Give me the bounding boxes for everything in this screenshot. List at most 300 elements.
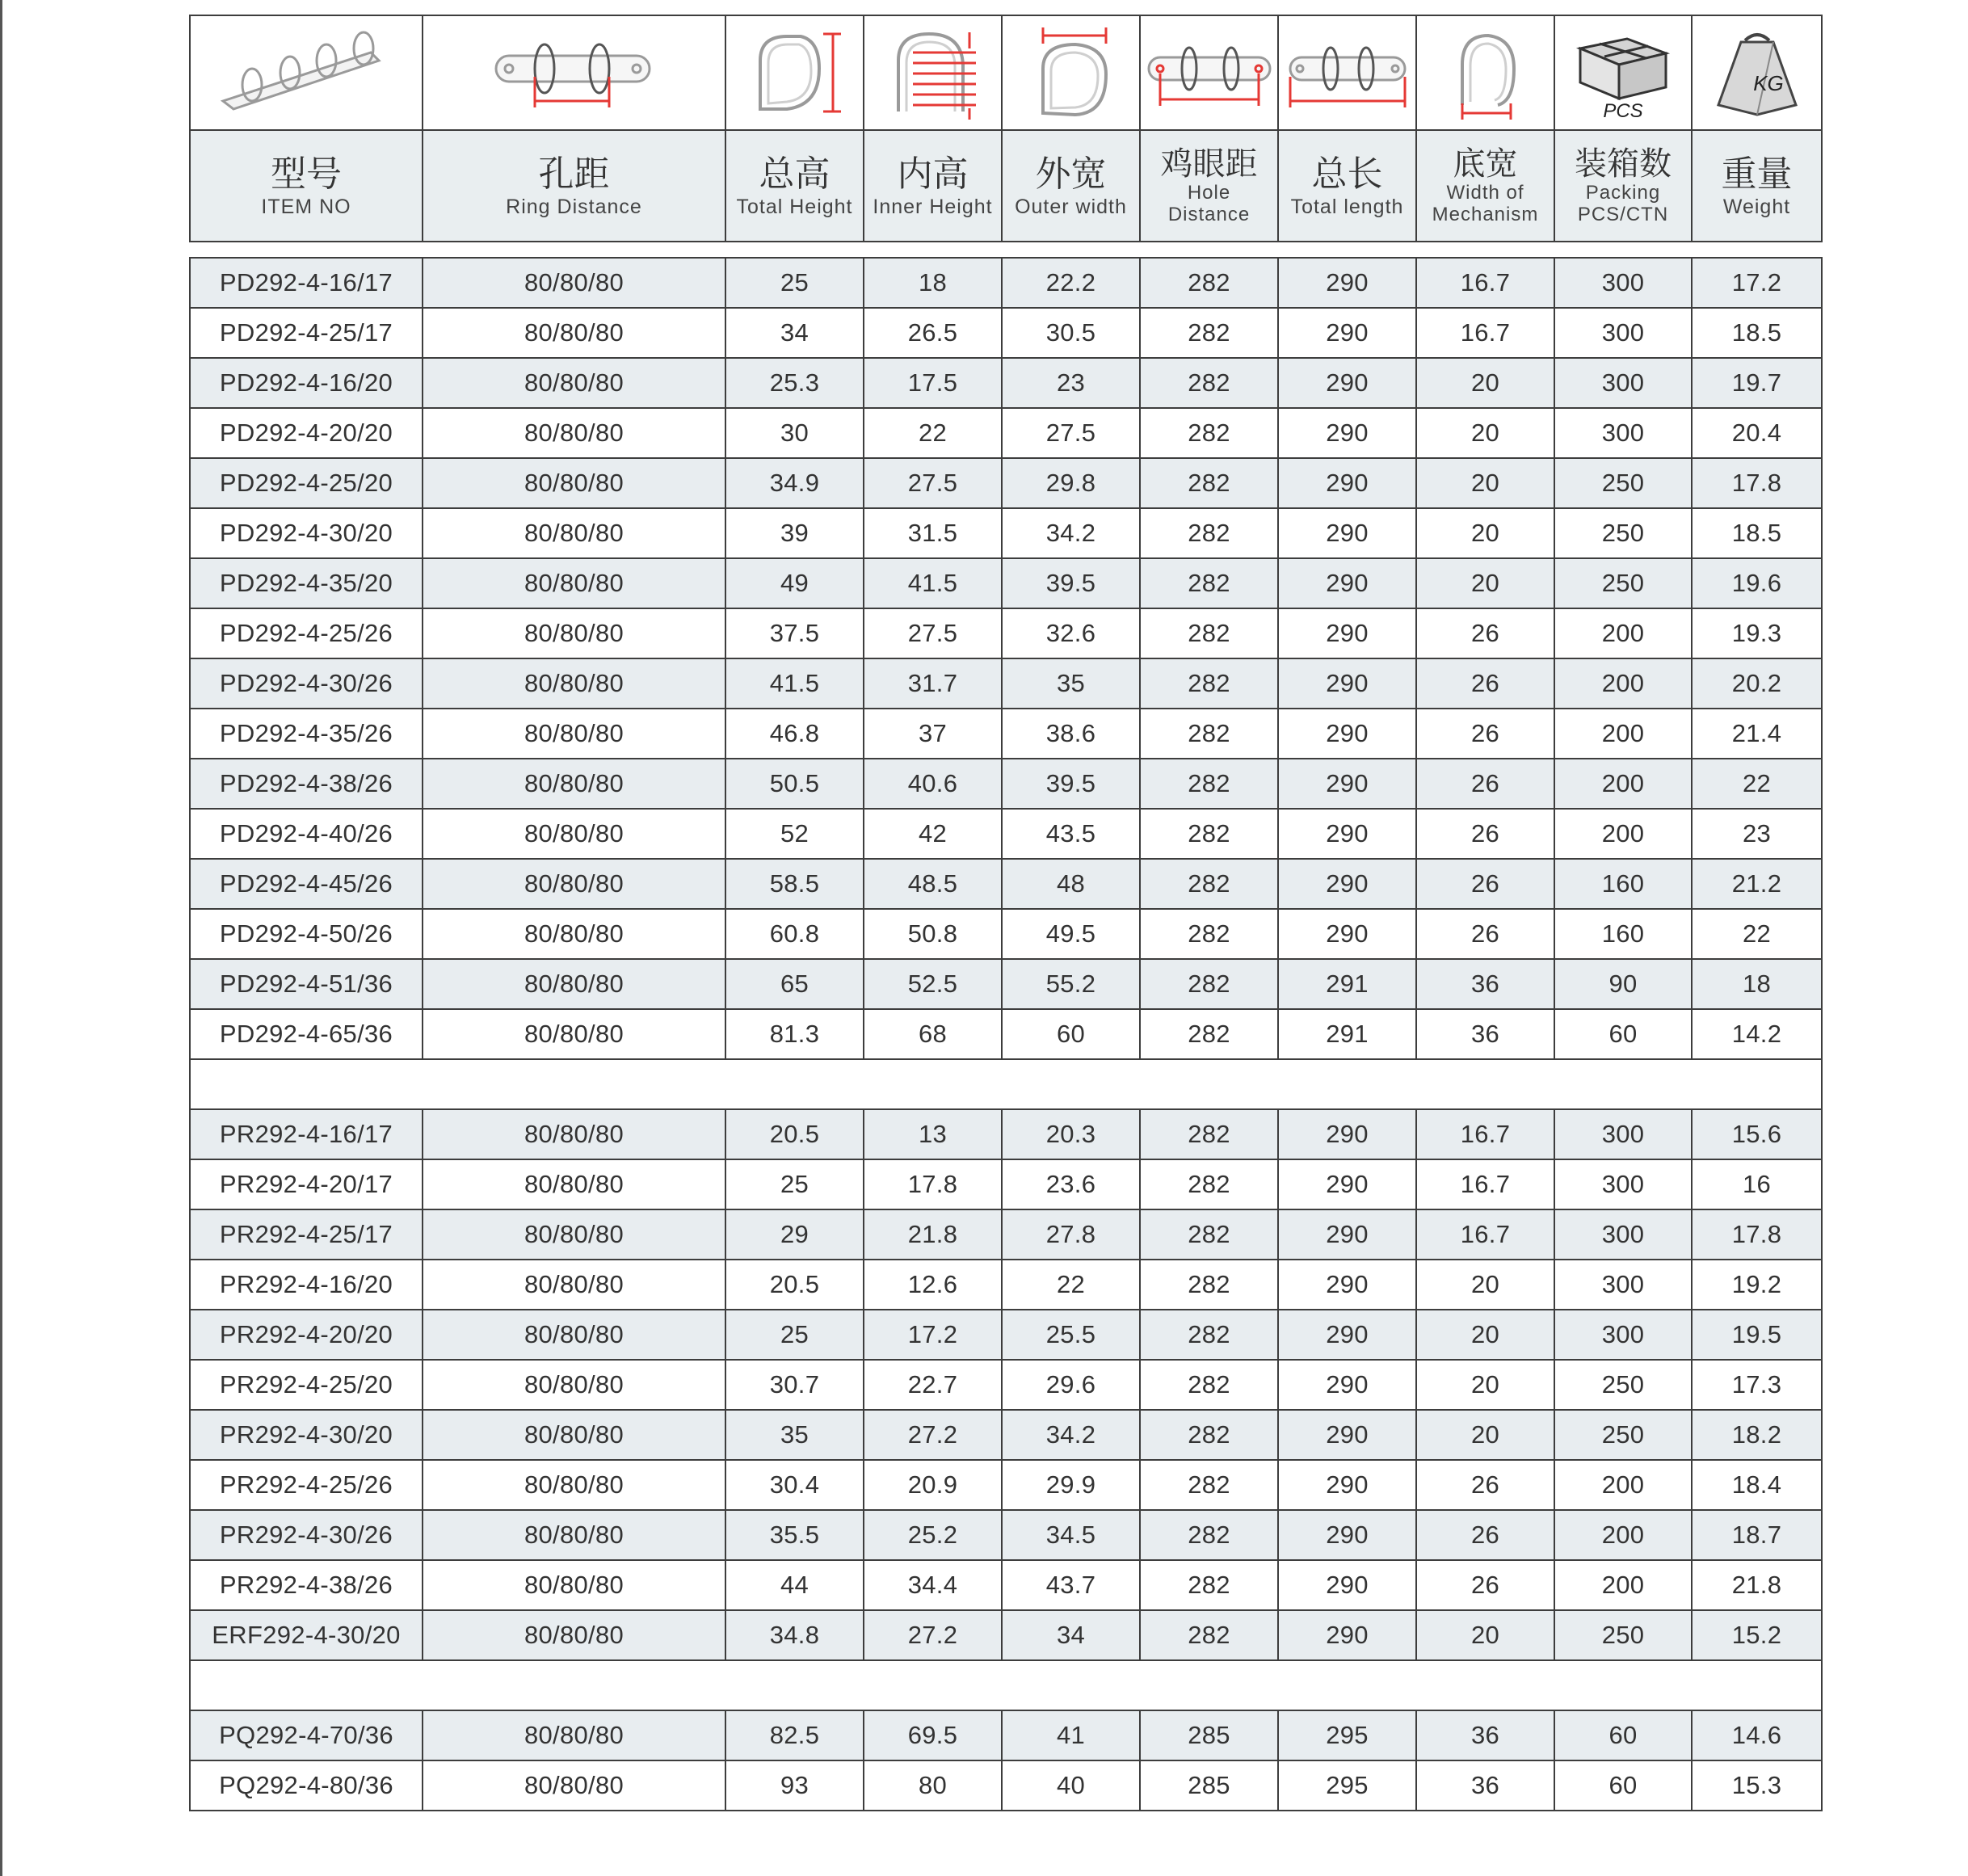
cell-hole-distance: 282: [1140, 1209, 1278, 1260]
cell-mechanism-width: 26: [1416, 759, 1554, 809]
cell-inner-height: 34.4: [864, 1560, 1002, 1610]
cell-total-height: 34.8: [725, 1610, 864, 1660]
cell-total-height: 34.9: [725, 458, 864, 508]
cell-hole-distance: 282: [1140, 1260, 1278, 1310]
cell-item-no: PD292-4-16/17: [190, 258, 423, 308]
table-row: [190, 809, 1822, 859]
cell-total-height: 52: [725, 809, 864, 859]
cell-inner-height: 50.8: [864, 909, 1002, 959]
cell-hole-distance: 282: [1140, 1610, 1278, 1660]
cell-mechanism-width: 36: [1416, 1760, 1554, 1811]
cell-packing: 160: [1554, 859, 1692, 909]
header-spacer-cell: [190, 242, 1822, 258]
header-item-no-en: ITEM NO: [261, 196, 351, 218]
cell-total-height: 58.5: [725, 859, 864, 909]
cell-weight: 18.5: [1692, 508, 1822, 558]
header-total-height-en: Total Height: [736, 196, 853, 218]
cell-ring-distance: 80/80/80: [423, 308, 725, 358]
cell-hole-distance: 282: [1140, 458, 1278, 508]
header-item-no: [190, 130, 423, 242]
header-total-height-zh: 总高: [759, 154, 831, 195]
cell-outer-width: 39.5: [1002, 558, 1140, 608]
cell-ring-distance: 80/80/80: [423, 608, 725, 658]
cell-mechanism-width: 26: [1416, 1510, 1554, 1560]
cell-weight: 14.2: [1692, 1009, 1822, 1059]
cell-total-height: 30: [725, 408, 864, 458]
cell-item-no: PD292-4-35/20: [190, 558, 423, 608]
cell-packing: 200: [1554, 1510, 1692, 1560]
cell-total-length: 290: [1278, 508, 1416, 558]
cell-total-length: 290: [1278, 1260, 1416, 1310]
cell-total-height: 25: [725, 1310, 864, 1360]
cell-mechanism-width: 26: [1416, 859, 1554, 909]
header-inner-height-en: Inner Height: [873, 196, 993, 218]
cell-item-no: PD292-4-65/36: [190, 1009, 423, 1059]
cell-ring-distance: 80/80/80: [423, 658, 725, 709]
spec-table: [189, 15, 1823, 1811]
cell-total-height: 25.3: [725, 358, 864, 408]
header-packing-en1: Packing: [1585, 182, 1661, 204]
cell-weight: 20.2: [1692, 658, 1822, 709]
cell-inner-height: 17.5: [864, 358, 1002, 408]
icon-cell-weight: [1692, 15, 1822, 130]
cell-weight: 18: [1692, 959, 1822, 1009]
cell-total-height: 29: [725, 1209, 864, 1260]
icon-cell-hole-distance: [1140, 15, 1278, 130]
cell-ring-distance: 80/80/80: [423, 1760, 725, 1811]
cell-weight: 19.7: [1692, 358, 1822, 408]
cell-weight: 19.2: [1692, 1260, 1822, 1310]
cell-item-no: PR292-4-16/20: [190, 1260, 423, 1310]
table-row: [190, 1760, 1822, 1811]
cell-total-length: 290: [1278, 1109, 1416, 1159]
cell-outer-width: 34: [1002, 1610, 1140, 1660]
cell-packing: 300: [1554, 1310, 1692, 1360]
cell-ring-distance: 80/80/80: [423, 1610, 725, 1660]
cell-total-height: 25: [725, 1159, 864, 1209]
cell-outer-width: 22.2: [1002, 258, 1140, 308]
header-hole-distance-zh: 鸡眼距: [1160, 145, 1258, 183]
header-packing-zh: 装箱数: [1575, 145, 1672, 183]
cell-hole-distance: 282: [1140, 1360, 1278, 1410]
cell-outer-width: 25.5: [1002, 1310, 1140, 1360]
cell-total-height: 44: [725, 1560, 864, 1610]
cell-outer-width: 34.2: [1002, 508, 1140, 558]
cell-hole-distance: 282: [1140, 759, 1278, 809]
header-hole-distance: [1140, 130, 1278, 242]
cell-total-height: 30.4: [725, 1460, 864, 1510]
inner-height-icon: [881, 24, 986, 121]
cell-inner-height: 68: [864, 1009, 1002, 1059]
cell-hole-distance: 282: [1140, 308, 1278, 358]
cell-total-length: 290: [1278, 1410, 1416, 1460]
group-separator: [190, 1660, 1822, 1710]
cell-hole-distance: 282: [1140, 959, 1278, 1009]
table-row: [190, 558, 1822, 608]
table-row: [190, 258, 1822, 308]
table-row: [190, 1610, 1822, 1660]
cell-packing: 250: [1554, 1360, 1692, 1410]
cell-inner-height: 13: [864, 1109, 1002, 1159]
cell-ring-distance: 80/80/80: [423, 759, 725, 809]
cell-weight: 17.2: [1692, 258, 1822, 308]
cell-packing: 200: [1554, 658, 1692, 709]
cell-mechanism-width: 26: [1416, 809, 1554, 859]
cell-item-no: PD292-4-45/26: [190, 859, 423, 909]
cell-hole-distance: 282: [1140, 608, 1278, 658]
icon-cell-outer-width: [1002, 15, 1140, 130]
table-row: [190, 1510, 1822, 1560]
header-inner-height: [864, 130, 1002, 242]
cell-item-no: PR292-4-25/26: [190, 1460, 423, 1510]
cell-outer-width: 20.3: [1002, 1109, 1140, 1159]
cell-total-height: 20.5: [725, 1109, 864, 1159]
cell-mechanism-width: 16.7: [1416, 308, 1554, 358]
cell-mechanism-width: 16.7: [1416, 258, 1554, 308]
cell-weight: 18.5: [1692, 308, 1822, 358]
cell-inner-height: 26.5: [864, 308, 1002, 358]
cell-weight: 16: [1692, 1159, 1822, 1209]
cell-total-length: 290: [1278, 658, 1416, 709]
cell-ring-distance: 80/80/80: [423, 408, 725, 458]
cell-hole-distance: 282: [1140, 909, 1278, 959]
cell-packing: 300: [1554, 1260, 1692, 1310]
cell-mechanism-width: 20: [1416, 508, 1554, 558]
cell-total-height: 34: [725, 308, 864, 358]
cell-hole-distance: 282: [1140, 1109, 1278, 1159]
table-row: [190, 909, 1822, 959]
cell-inner-height: 41.5: [864, 558, 1002, 608]
cell-weight: 22: [1692, 759, 1822, 809]
cell-weight: 23: [1692, 809, 1822, 859]
cell-weight: 18.2: [1692, 1410, 1822, 1460]
cell-total-length: 290: [1278, 358, 1416, 408]
cell-inner-height: 17.8: [864, 1159, 1002, 1209]
cell-total-height: 30.7: [725, 1360, 864, 1410]
cell-outer-width: 48: [1002, 859, 1140, 909]
cell-total-height: 60.8: [725, 909, 864, 959]
pcs-label: PCS: [1603, 100, 1643, 121]
cell-item-no: PQ292-4-70/36: [190, 1710, 423, 1760]
cell-ring-distance: 80/80/80: [423, 1310, 725, 1360]
cell-mechanism-width: 20: [1416, 1610, 1554, 1660]
cell-outer-width: 39.5: [1002, 759, 1140, 809]
header-packing-en2: PCS/CTN: [1577, 204, 1669, 225]
cell-packing: 300: [1554, 1159, 1692, 1209]
icon-cell-mechanism-width: [1416, 15, 1554, 130]
cell-outer-width: 38.6: [1002, 709, 1140, 759]
cell-item-no: PR292-4-25/20: [190, 1360, 423, 1410]
cell-inner-height: 12.6: [864, 1260, 1002, 1310]
table-row: [190, 1009, 1822, 1059]
cell-item-no: PD292-4-51/36: [190, 959, 423, 1009]
ring-distance-icon: [481, 28, 667, 117]
table-row: [190, 1710, 1822, 1760]
hole-distance-icon: [1141, 28, 1278, 117]
cell-inner-height: 80: [864, 1760, 1002, 1811]
table-row: [190, 358, 1822, 408]
header-total-height: [725, 130, 864, 242]
cell-hole-distance: 285: [1140, 1760, 1278, 1811]
cell-weight: 21.2: [1692, 859, 1822, 909]
header-width-mechanism: [1416, 130, 1554, 242]
cell-hole-distance: 285: [1140, 1710, 1278, 1760]
cell-item-no: PR292-4-20/17: [190, 1159, 423, 1209]
cell-total-length: 290: [1278, 408, 1416, 458]
cell-mechanism-width: 26: [1416, 709, 1554, 759]
cell-weight: 17.3: [1692, 1360, 1822, 1410]
cell-packing: 60: [1554, 1009, 1692, 1059]
icon-cell-ring-distance: [423, 15, 725, 130]
cell-total-height: 39: [725, 508, 864, 558]
cell-total-length: 295: [1278, 1760, 1416, 1811]
table-row: [190, 1209, 1822, 1260]
cell-packing: 200: [1554, 709, 1692, 759]
kg-label: KG: [1752, 71, 1784, 95]
cell-total-height: 46.8: [725, 709, 864, 759]
cell-item-no: PD292-4-20/20: [190, 408, 423, 458]
header-outer-width-en: Outer width: [1015, 196, 1127, 218]
cell-ring-distance: 80/80/80: [423, 1159, 725, 1209]
cell-total-height: 50.5: [725, 759, 864, 809]
icon-cell-total-height: [725, 15, 864, 130]
cell-item-no: PR292-4-25/17: [190, 1209, 423, 1260]
cell-ring-distance: 80/80/80: [423, 1209, 725, 1260]
cell-mechanism-width: 20: [1416, 358, 1554, 408]
header-width-mechanism-en2: Mechanism: [1432, 204, 1539, 225]
cell-hole-distance: 282: [1140, 658, 1278, 709]
cell-total-height: 37.5: [725, 608, 864, 658]
table-row: [190, 508, 1822, 558]
header-ring-distance: [423, 130, 725, 242]
cell-hole-distance: 282: [1140, 258, 1278, 308]
cell-item-no: PD292-4-40/26: [190, 809, 423, 859]
cell-mechanism-width: 20: [1416, 408, 1554, 458]
cell-inner-height: 22: [864, 408, 1002, 458]
cell-weight: 15.3: [1692, 1760, 1822, 1811]
cell-ring-distance: 80/80/80: [423, 1710, 725, 1760]
cell-item-no: PD292-4-50/26: [190, 909, 423, 959]
cell-ring-distance: 80/80/80: [423, 1009, 725, 1059]
cell-inner-height: 17.2: [864, 1310, 1002, 1360]
cell-total-height: 25: [725, 258, 864, 308]
cell-mechanism-width: 36: [1416, 1009, 1554, 1059]
table-row: [190, 1109, 1822, 1159]
table-row: [190, 408, 1822, 458]
header-total-length-zh: 总长: [1311, 154, 1383, 195]
cell-outer-width: 29.9: [1002, 1460, 1140, 1510]
cell-weight: 17.8: [1692, 1209, 1822, 1260]
table-row: [190, 1560, 1822, 1610]
carton-box-icon: [1571, 24, 1676, 121]
cell-inner-height: 48.5: [864, 859, 1002, 909]
cell-weight: 19.5: [1692, 1310, 1822, 1360]
cell-item-no: PD292-4-25/26: [190, 608, 423, 658]
page-left-edge: [0, 0, 2, 1876]
cell-outer-width: 41: [1002, 1710, 1140, 1760]
cell-inner-height: 27.5: [864, 608, 1002, 658]
cell-packing: 90: [1554, 959, 1692, 1009]
total-length-icon: [1279, 28, 1416, 117]
cell-weight: 18.7: [1692, 1510, 1822, 1560]
cell-weight: 21.4: [1692, 709, 1822, 759]
cell-mechanism-width: 16.7: [1416, 1209, 1554, 1260]
cell-item-no: PD292-4-30/20: [190, 508, 423, 558]
cell-weight: 21.8: [1692, 1560, 1822, 1610]
cell-ring-distance: 80/80/80: [423, 909, 725, 959]
icon-row: [190, 15, 1822, 130]
cell-total-length: 290: [1278, 1460, 1416, 1510]
cell-outer-width: 27.8: [1002, 1209, 1140, 1260]
cell-ring-distance: 80/80/80: [423, 1109, 725, 1159]
cell-ring-distance: 80/80/80: [423, 1560, 725, 1610]
cell-outer-width: 34.5: [1002, 1510, 1140, 1560]
header-total-length: [1278, 130, 1416, 242]
cell-packing: 250: [1554, 558, 1692, 608]
cell-inner-height: 31.5: [864, 508, 1002, 558]
cell-mechanism-width: 16.7: [1416, 1109, 1554, 1159]
cell-total-length: 290: [1278, 1360, 1416, 1410]
cell-total-length: 290: [1278, 1310, 1416, 1360]
cell-total-length: 290: [1278, 759, 1416, 809]
cell-mechanism-width: 20: [1416, 458, 1554, 508]
cell-ring-distance: 80/80/80: [423, 558, 725, 608]
binder-mechanism-icon: [205, 28, 407, 117]
cell-weight: 19.3: [1692, 608, 1822, 658]
cell-hole-distance: 282: [1140, 1560, 1278, 1610]
cell-total-height: 81.3: [725, 1009, 864, 1059]
cell-mechanism-width: 20: [1416, 1410, 1554, 1460]
cell-ring-distance: 80/80/80: [423, 809, 725, 859]
header-item-no-zh: 型号: [271, 154, 342, 195]
cell-inner-height: 69.5: [864, 1710, 1002, 1760]
cell-inner-height: 20.9: [864, 1460, 1002, 1510]
cell-outer-width: 43.5: [1002, 809, 1140, 859]
cell-hole-distance: 282: [1140, 1159, 1278, 1209]
header-width-mechanism-zh: 底宽: [1453, 145, 1518, 183]
table-row: [190, 1360, 1822, 1410]
cell-weight: 22: [1692, 909, 1822, 959]
header-outer-width: [1002, 130, 1140, 242]
cell-ring-distance: 80/80/80: [423, 1410, 725, 1460]
cell-mechanism-width: 20: [1416, 1360, 1554, 1410]
cell-packing: 300: [1554, 1109, 1692, 1159]
cell-mechanism-width: 20: [1416, 1260, 1554, 1310]
cell-item-no: PQ292-4-80/36: [190, 1760, 423, 1811]
cell-outer-width: 23: [1002, 358, 1140, 408]
cell-outer-width: 29.6: [1002, 1360, 1140, 1410]
header-weight: [1692, 130, 1822, 242]
cell-total-length: 291: [1278, 959, 1416, 1009]
cell-mechanism-width: 26: [1416, 658, 1554, 709]
cell-total-length: 290: [1278, 1610, 1416, 1660]
cell-packing: 60: [1554, 1710, 1692, 1760]
cell-item-no: PR292-4-16/17: [190, 1109, 423, 1159]
cell-weight: 14.6: [1692, 1710, 1822, 1760]
cell-packing: 300: [1554, 358, 1692, 408]
cell-item-no: PR292-4-30/26: [190, 1510, 423, 1560]
cell-total-height: 82.5: [725, 1710, 864, 1760]
header-total-length-en: Total length: [1290, 196, 1404, 218]
cell-total-length: 290: [1278, 608, 1416, 658]
table-row: [190, 658, 1822, 709]
cell-packing: 300: [1554, 308, 1692, 358]
cell-hole-distance: 282: [1140, 1410, 1278, 1460]
cell-weight: 15.6: [1692, 1109, 1822, 1159]
group-separator-cell: [190, 1660, 1822, 1710]
header-weight-en: Weight: [1722, 196, 1791, 218]
cell-weight: 20.4: [1692, 408, 1822, 458]
table-row: [190, 709, 1822, 759]
header-width-mechanism-en1: Width of: [1446, 182, 1524, 204]
cell-ring-distance: 80/80/80: [423, 1260, 725, 1310]
cell-total-length: 291: [1278, 1009, 1416, 1059]
cell-total-height: 49: [725, 558, 864, 608]
cell-inner-height: 42: [864, 809, 1002, 859]
cell-ring-distance: 80/80/80: [423, 959, 725, 1009]
cell-inner-height: 52.5: [864, 959, 1002, 1009]
cell-weight: 19.6: [1692, 558, 1822, 608]
cell-packing: 250: [1554, 508, 1692, 558]
group-separator: [190, 1059, 1822, 1109]
table-row: [190, 308, 1822, 358]
cell-total-length: 290: [1278, 308, 1416, 358]
cell-mechanism-width: 26: [1416, 608, 1554, 658]
cell-total-height: 35.5: [725, 1510, 864, 1560]
cell-outer-width: 34.2: [1002, 1410, 1140, 1460]
spec-sheet: [189, 15, 1821, 1811]
table-row: [190, 859, 1822, 909]
weight-icon: [1709, 24, 1806, 121]
table-row: [190, 1159, 1822, 1209]
cell-weight: 15.2: [1692, 1610, 1822, 1660]
cell-mechanism-width: 36: [1416, 959, 1554, 1009]
cell-outer-width: 32.6: [1002, 608, 1140, 658]
cell-inner-height: 21.8: [864, 1209, 1002, 1260]
cell-item-no: ERF292-4-30/20: [190, 1610, 423, 1660]
cell-ring-distance: 80/80/80: [423, 709, 725, 759]
cell-inner-height: 37: [864, 709, 1002, 759]
cell-hole-distance: 282: [1140, 809, 1278, 859]
header-outer-width-zh: 外宽: [1035, 154, 1107, 195]
cell-total-length: 290: [1278, 1560, 1416, 1610]
table-row: [190, 759, 1822, 809]
cell-hole-distance: 282: [1140, 408, 1278, 458]
cell-item-no: PD292-4-38/26: [190, 759, 423, 809]
cell-total-length: 290: [1278, 709, 1416, 759]
cell-mechanism-width: 36: [1416, 1710, 1554, 1760]
cell-hole-distance: 282: [1140, 1460, 1278, 1510]
cell-packing: 250: [1554, 458, 1692, 508]
header-inner-height-zh: 内高: [897, 154, 969, 195]
cell-mechanism-width: 20: [1416, 1310, 1554, 1360]
cell-item-no: PR292-4-20/20: [190, 1310, 423, 1360]
cell-packing: 200: [1554, 608, 1692, 658]
cell-total-length: 290: [1278, 1510, 1416, 1560]
header-spacer: [190, 242, 1822, 258]
cell-hole-distance: 282: [1140, 358, 1278, 408]
header-hole-distance-en2: Distance: [1167, 204, 1251, 225]
cell-item-no: PD292-4-25/17: [190, 308, 423, 358]
icon-cell-item: [190, 15, 423, 130]
cell-weight: 17.8: [1692, 458, 1822, 508]
cell-weight: 18.4: [1692, 1460, 1822, 1510]
cell-outer-width: 40: [1002, 1760, 1140, 1811]
icon-cell-inner-height: [864, 15, 1002, 130]
cell-inner-height: 25.2: [864, 1510, 1002, 1560]
cell-ring-distance: 80/80/80: [423, 358, 725, 408]
cell-packing: 300: [1554, 408, 1692, 458]
